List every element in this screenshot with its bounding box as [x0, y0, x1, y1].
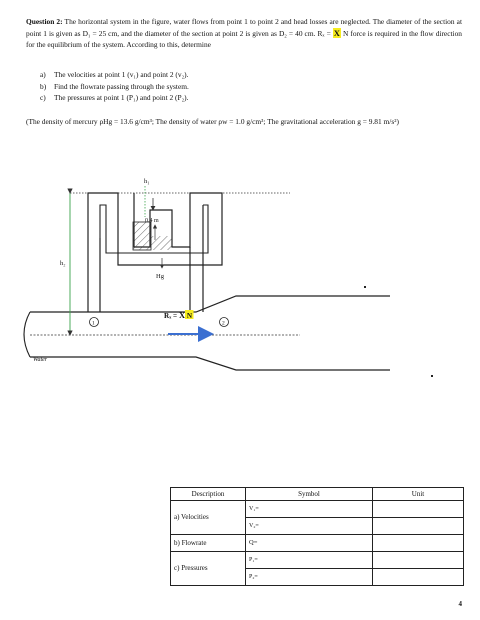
- pipe-bottom-wall: [30, 357, 390, 370]
- table-header-row: [171, 488, 464, 501]
- mercury-label: Hg: [156, 273, 164, 280]
- sub-question-a: a) The velocities at point 1 (v₁) and point 2 (v₂).: [40, 70, 189, 79]
- unit-p1[interactable]: [373, 551, 464, 568]
- symbol-v1[interactable]: V₁=: [246, 500, 373, 517]
- page-number: 4: [458, 600, 462, 608]
- h1-label: h₁: [144, 178, 150, 185]
- desc-velocities: a) Velocities: [171, 500, 246, 534]
- unit-q[interactable]: [373, 534, 464, 551]
- sub-question-b: b) Find the flowrate passing through the system.: [40, 81, 189, 91]
- symbol-p2[interactable]: P₂=: [246, 568, 373, 585]
- symbol-q[interactable]: Q=: [246, 534, 373, 551]
- question-lead: Question 2:: [26, 17, 63, 26]
- symbol-v2[interactable]: V₂=: [246, 517, 373, 534]
- point-2-label: 2: [222, 320, 225, 327]
- force-label: Rₓ = X N: [164, 310, 193, 320]
- unit-p2[interactable]: [373, 568, 464, 585]
- point-1-label: 1: [92, 320, 95, 327]
- header-description: Description: [171, 488, 246, 501]
- gap-label: 0.4 m: [145, 218, 159, 224]
- unit-v2[interactable]: [373, 517, 464, 534]
- desc-pressures: c) Pressures: [171, 551, 246, 585]
- mercury-column-left: [133, 222, 151, 250]
- unit-v1[interactable]: [373, 500, 464, 517]
- pipe-top-wall: [30, 296, 390, 312]
- question-body-2: N force is required in the flow direction for the equilibrium of the system. According to this, determine: [26, 28, 462, 50]
- answer-table: [170, 487, 464, 586]
- table-row: [171, 551, 464, 568]
- question-body-1: The horizontal system in the figure, water flows from point 1 to point 2 and head losses are neglected. The diameter of the section at point 1 is given as D₁ = 25 cm, and the diameter of the section at point 2 is given as D₂ = 40 cm. Rₓ =: [26, 17, 462, 38]
- force-value-placeholder: X: [333, 27, 341, 38]
- header-symbol: Symbol: [246, 488, 373, 501]
- table-row: [171, 534, 464, 551]
- sub-question-c: c) The pressures at point 1 (P₁) and point 2 (P₂).: [40, 93, 189, 103]
- constants-note: (The density of mercury ρHg = 13.6 g/cm³; The density of water ρw = 1.0 g/cm³; The gravitational acceleration g = 9.81 m/s²): [26, 117, 399, 126]
- water-label: Water: [33, 357, 48, 363]
- symbol-p1[interactable]: P₁=: [246, 551, 373, 568]
- h2-label: h₂: [60, 260, 66, 267]
- desc-flowrate: b) Flowrate: [171, 534, 246, 551]
- header-unit: Unit: [373, 488, 464, 501]
- table-row: [171, 500, 464, 517]
